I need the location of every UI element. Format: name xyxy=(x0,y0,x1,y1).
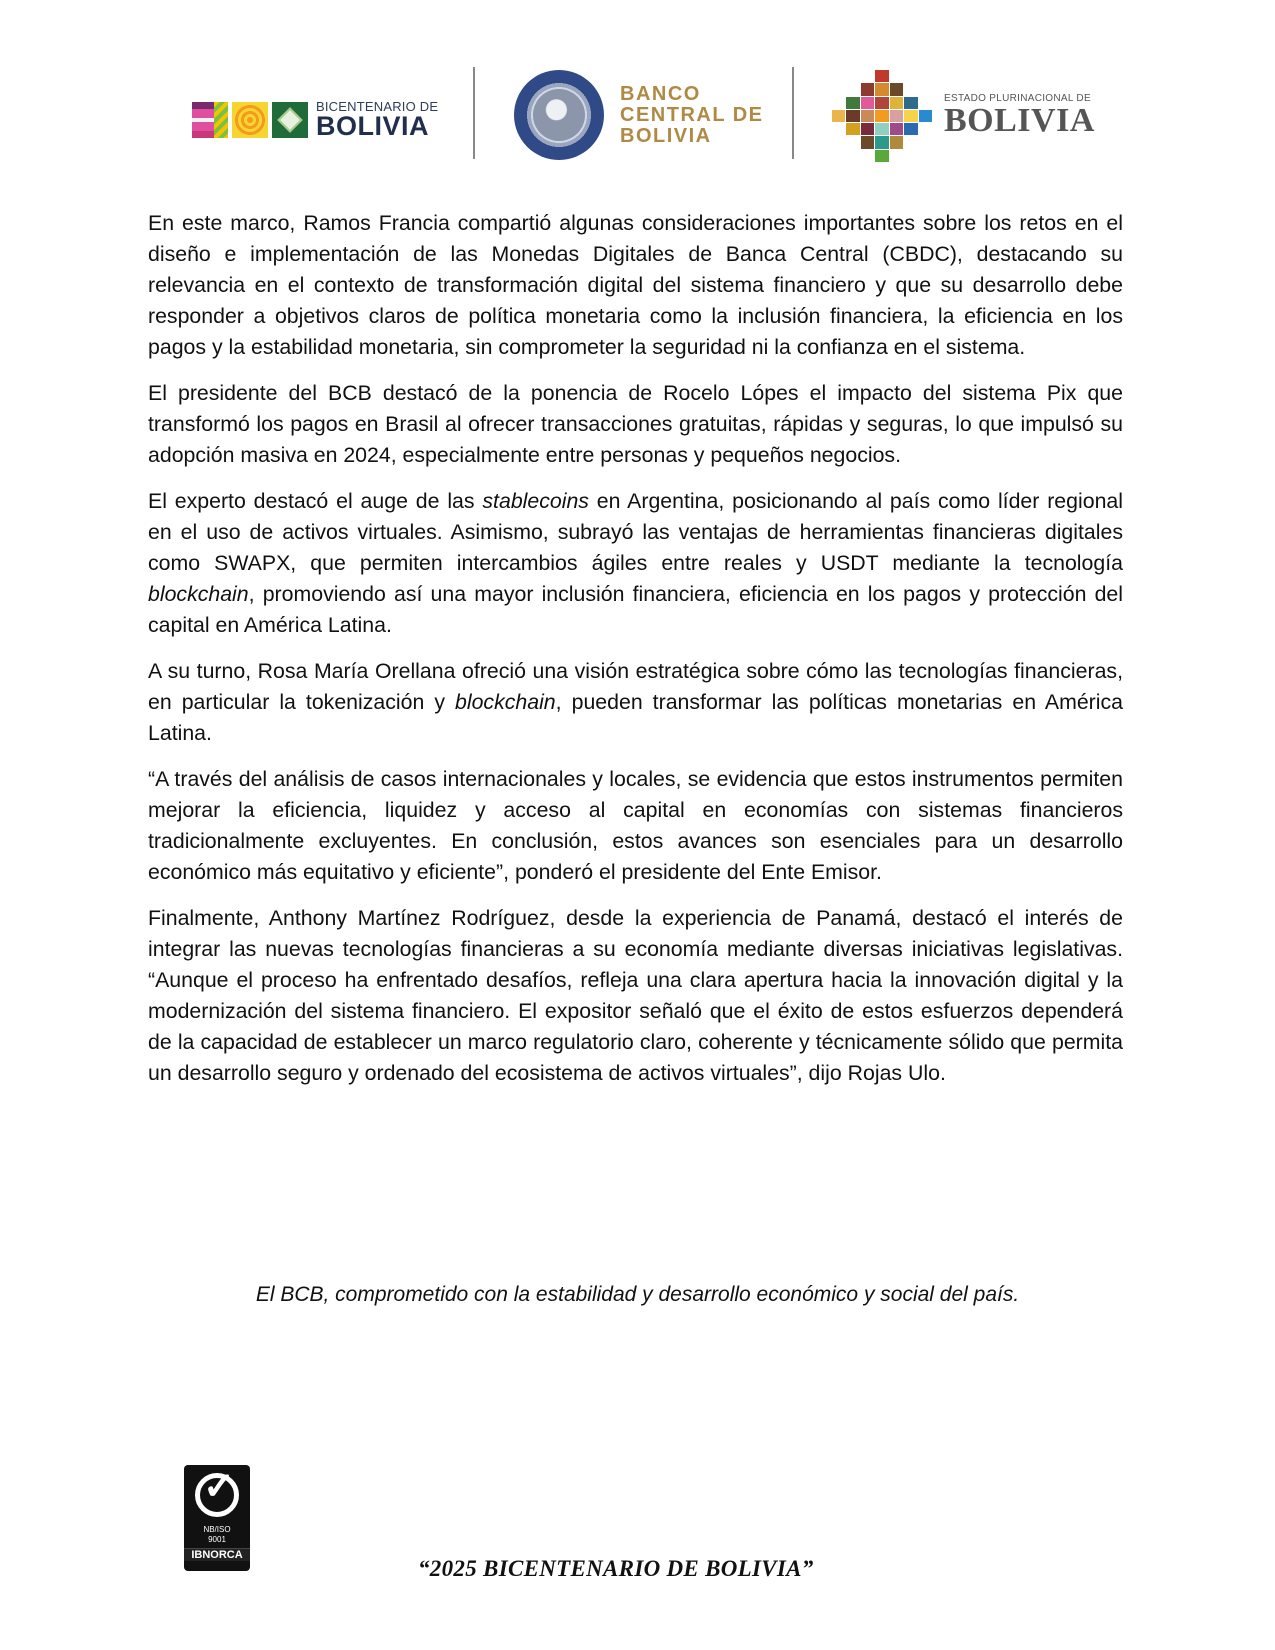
paragraph: El presidente del BCB destacó de la ponencia de Rocelo Lópes el impacto del sistema Pix que transformó los pagos en Brasil al ofrecer transacciones gratuitas, rápidas y seguras, lo que impulsó su adopción masiva en 2024, especialmente entre personas y pequeños negocios. xyxy=(148,381,1123,467)
bicentenario-tiles-icon xyxy=(192,102,308,138)
paragraph: Finalmente, Anthony Martínez Rodríguez, desde la experiencia de Panamá, destacó el interés de integrar las nuevas tecnologías financieras a su economía mediante diversas iniciativas legislativas. “Aunque el proceso ha enfrentado desafíos, refleja una clara apertura hacia la innovación digital y la modernización del sistema financiero. El expositor señaló que el éxito de estos esfuerzos dependerá de la capacidad de establecer un marco regulatorio claro, coherente y técnicamente sólido que permita un desarrollo seguro y ordenado del ecosistema de activos virtuales”, dijo Rojas Ulo. xyxy=(148,906,1123,1085)
bcb-logo xyxy=(514,70,764,160)
header-divider xyxy=(792,67,794,159)
paragraph: El experto destacó el auge de las stablecoins en Argentina, posicionando al país como líder regional en el uso de activos virtuales. Asimismo, subrayó las ventajas de herramientas financieras digitales como SWAPX, que permiten intercambios ágiles entre reales y USDT mediante la tecnología blockchain, promoviendo así una mayor inclusión financiera, eficiencia en los pagos y protección del capital en América Latina. xyxy=(148,489,1123,637)
estado-top-text: ESTADO PLURINACIONAL DE xyxy=(944,93,1091,104)
bicentenario-main-text: BOLIVIA xyxy=(316,111,430,141)
iso-certification-badge xyxy=(184,1465,250,1571)
closing-statement: El BCB, comprometido con la estabilidad y desarrollo económico y social del país. xyxy=(255,1283,1020,1306)
paragraph: En este marco, Ramos Francia compartió algunas consideraciones importantes sobre los retos en el diseño e implementación de las Monedas Digitales de Banca Central (CBDC), destacando su relevancia en el contexto de transformación digital del sistema financiero y que su desarrollo debe responder a objetivos claros de política monetaria como la inclusión financiera, la eficiencia en los pagos y la estabilidad monetaria, sin comprometer la seguridad ni la confianza en el sistema. xyxy=(148,211,1123,359)
bicentenario-logo xyxy=(192,100,438,140)
bcb-seal-icon xyxy=(514,70,604,160)
footer-motto: “2025 BICENTENARIO DE BOLIVIA” xyxy=(418,1556,814,1581)
estado-mosaic-icon xyxy=(832,70,932,162)
iso-standard-label: NB/ISO 9001 xyxy=(203,1525,231,1544)
iso-issuer-label: IBNORCA xyxy=(184,1548,250,1561)
bcb-name-line3: BOLIVIA xyxy=(620,124,712,147)
bcb-name-line1: BANCO xyxy=(620,82,701,105)
page-header xyxy=(0,62,1275,172)
bcb-name-line2: CENTRAL DE xyxy=(620,103,764,126)
estado-plurinacional-logo xyxy=(832,70,1095,162)
check-circle-icon: ✓ xyxy=(195,1473,239,1517)
estado-main-text: BOLIVIA xyxy=(944,102,1095,139)
article-body xyxy=(148,208,1123,1104)
paragraph: “A través del análisis de casos internacionales y locales, se evidencia que estos instrumentos permiten mejorar la eficiencia, liquidez y acceso al capital en economías con sistemas financieros tradicionalmente excluyentes. En conclusión, estos avances son esenciales para un desarrollo económico más equitativo y eficiente”, ponderó el presidente del Ente Emisor. xyxy=(148,767,1123,884)
bicentenario-top-text: BICENTENARIO DE xyxy=(316,99,439,114)
header-divider xyxy=(473,67,475,159)
paragraph: A su turno, Rosa María Orellana ofreció una visión estratégica sobre cómo las tecnologías financieras, en particular la tokenización y blockchain, pueden transformar las políticas monetarias en América Latina. xyxy=(148,659,1123,745)
